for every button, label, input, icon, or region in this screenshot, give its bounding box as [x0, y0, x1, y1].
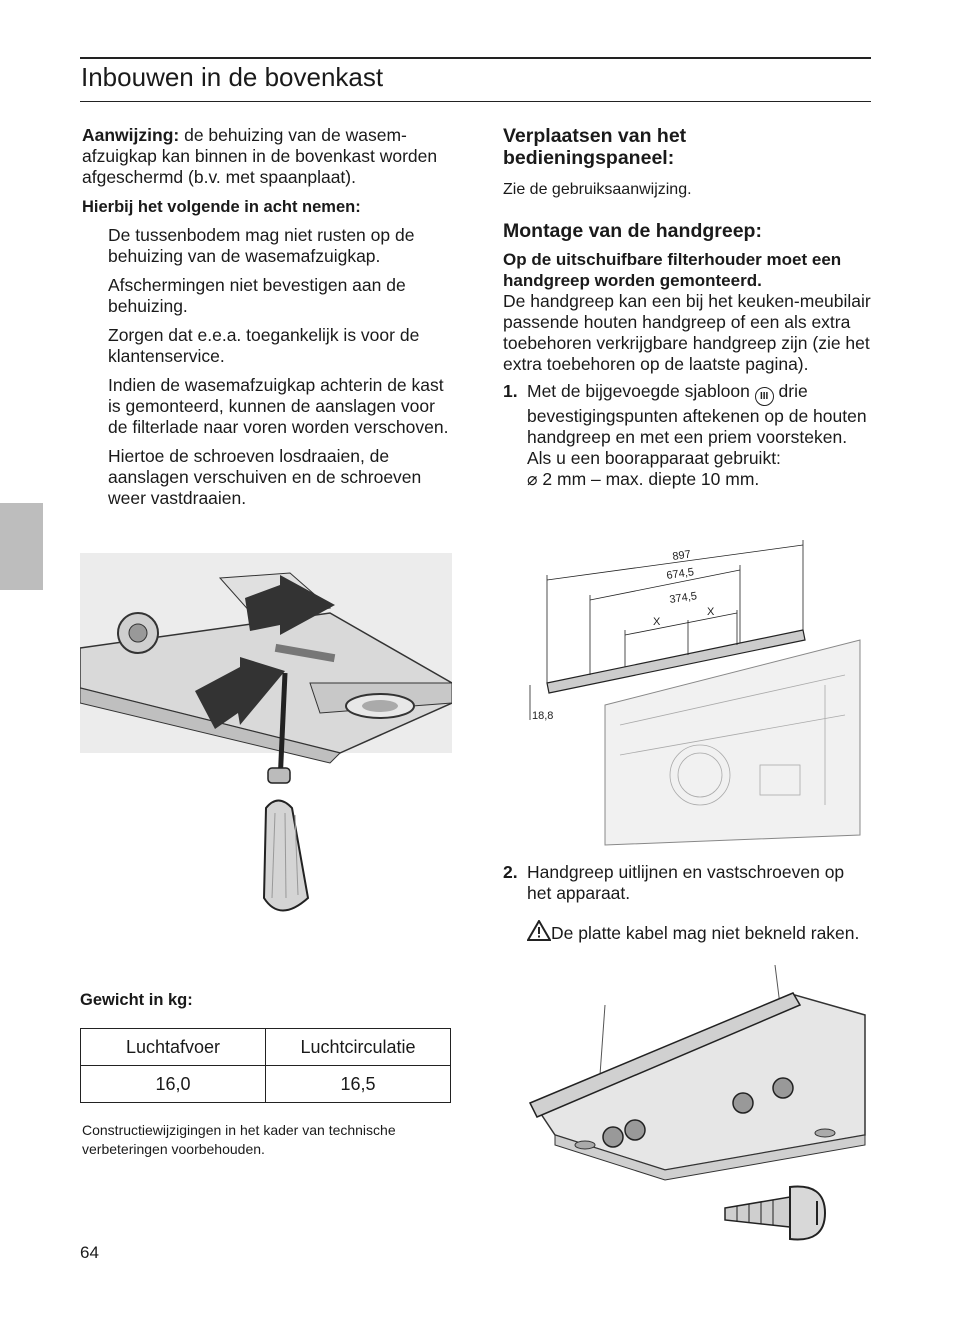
- warning-icon: [527, 920, 551, 941]
- table-cell: 16,5: [266, 1066, 451, 1103]
- step-text-part: Als u een boorapparaat gebruikt:: [527, 448, 781, 468]
- right-column-text: [503, 125, 871, 490]
- left-column-text: [82, 125, 457, 517]
- column-header: Luchtcirculatie: [266, 1029, 451, 1066]
- list-item: Hiertoe de schroeven losdraaien, de aanslagen verschuiven en de schroeven weer vastdraaien.: [108, 446, 422, 508]
- precautions-heading: Hierbij het volgende in acht nemen:: [82, 198, 361, 216]
- warning-text: De platte kabel mag niet bekneld raken.: [551, 923, 860, 943]
- dim-x-right: X: [707, 606, 715, 618]
- step-2: [503, 862, 871, 904]
- dim-374: 374,5: [668, 590, 698, 606]
- dim-674: 674,5: [665, 566, 695, 582]
- handle-mounting-illustration: [525, 965, 870, 1250]
- step-text-part: ⌀ 2 mm – max. diepte 10 mm.: [527, 469, 760, 489]
- step-1: [503, 381, 871, 490]
- list-item: De tussenbodem mag niet rusten op de behuizing van de wasemafzuigkap.: [108, 225, 415, 266]
- step-text-part: Met de bijgevoegde sjabloon: [527, 381, 755, 401]
- step-text: Handgreep uitlijnen en vastschroeven op het apparaat.: [527, 862, 845, 903]
- top-rule: [80, 57, 871, 59]
- screw-icon: [725, 1187, 825, 1240]
- note-label: Aanwijzing:: [82, 125, 180, 145]
- dim-897: 897: [671, 548, 692, 563]
- step-number: 1.: [503, 381, 518, 401]
- step-text-part: drie bevestigingspunten aftekenen op de houten handgreep en met een priem voorsteken.: [527, 381, 867, 447]
- handle-dimension-drawing: [525, 535, 865, 847]
- table-header-row: [81, 1029, 451, 1066]
- footnote: Constructiewijzigingen in het kader van technische verbeteringen voorbehouden.: [82, 1122, 396, 1157]
- language-tab: [0, 503, 43, 590]
- list-item: Indien de wasemafzuigkap achterin de kast is gemonteerd, kunnen de aanslagen voor de filterlade naar voren worden verschoven.: [108, 375, 449, 437]
- weight-heading: Gewicht in kg:: [80, 991, 193, 1009]
- dim-18: 18,8: [532, 710, 554, 722]
- page-title: Inbouwen in de bovenkast: [81, 62, 384, 92]
- table-cell: 16,0: [81, 1066, 266, 1103]
- note-paragraph: [82, 125, 457, 188]
- step-number: 2.: [503, 862, 518, 882]
- page-number: 64: [80, 1243, 99, 1262]
- table-row: [81, 1066, 451, 1103]
- title-rule: [80, 101, 871, 102]
- section-text-panel: Zie de gebruiksaanwijzing.: [503, 181, 692, 198]
- section-heading-panel: Verplaatsen van het bedieningspaneel:: [503, 125, 687, 169]
- template-symbol-icon: III: [755, 387, 774, 406]
- weight-table: [80, 1028, 451, 1103]
- step-text: [527, 381, 871, 490]
- list-item: Afschermingen niet bevestigen aan de behuizing.: [108, 275, 406, 316]
- screwdriver-illustration: [80, 553, 452, 923]
- handle-requirement: Op de uitschuifbare filterhouder moet een handgreep worden gemonteerd.: [503, 250, 842, 290]
- precautions-list: [82, 225, 457, 509]
- column-header: Luchtafvoer: [81, 1029, 266, 1066]
- list-item: Zorgen dat e.e.a. toegankelijk is voor de klantenservice.: [108, 325, 420, 366]
- warning-note: [503, 920, 871, 944]
- right-column-step2: [503, 862, 871, 944]
- handle-description: De handgreep kan een bij het keuken-meubilair passende houten handgreep of een als extra toebehoren verkrijgbare handgreep zijn (zie het extra toebehoren op de laatste pagina).: [503, 291, 871, 374]
- note-text: de behuizing van de wasem-afzuigkap kan binnen in de bovenkast worden afgeschermd (b.v. met spaanplaat).: [82, 125, 438, 187]
- dim-x-left: X: [653, 616, 661, 628]
- section-heading-handle: Montage van de handgreep:: [503, 220, 762, 242]
